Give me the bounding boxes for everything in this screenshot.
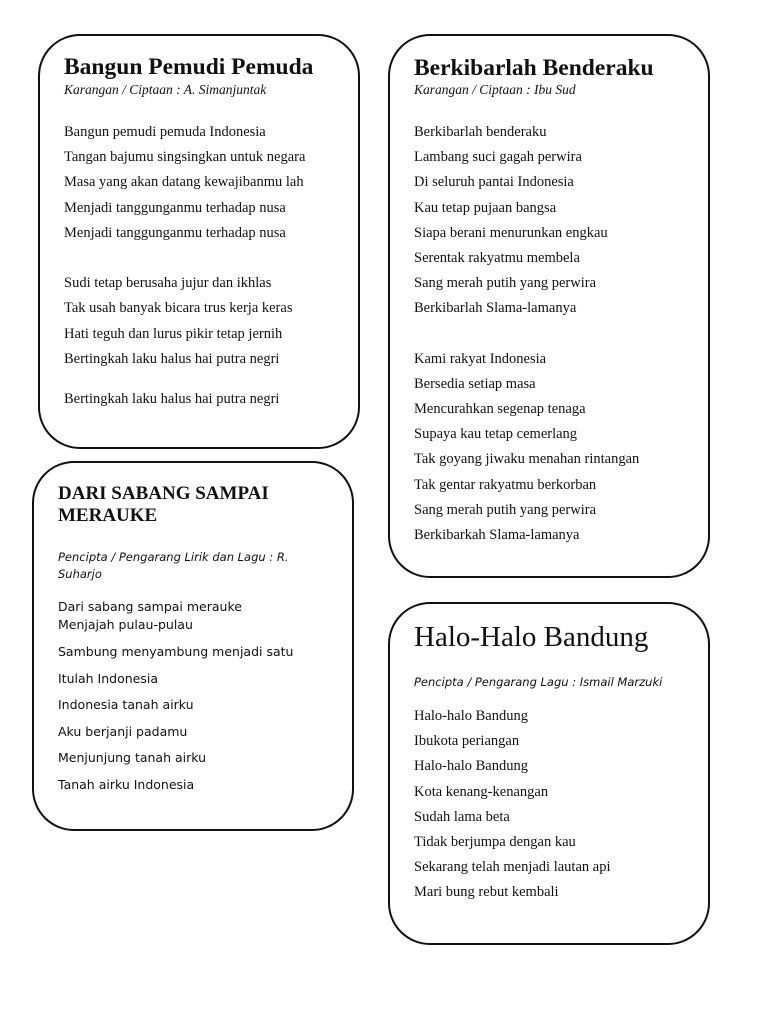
lyric-line: Sang merah putih yang perwira [414,275,597,292]
lyric-line: Berkibarlah benderaku [414,124,547,140]
lyric-line: Kota kenang-kenangan [414,783,549,800]
song-title: Berkibarlah Benderaku [414,55,654,81]
song-credit: Pencipta / Pengarang Lagu : Ismail Marzuki [414,675,663,689]
lyric-line: Supaya kau tetap cemerlang [414,426,578,443]
lyric-line: Tak goyang jiwaku menahan rintangan [414,451,640,468]
lyric-line: Sudah lama beta [414,808,510,825]
lyric-line: Menjunjung tanah airku [58,750,207,765]
lyric-line: Serentak rakyatmu membela [414,249,580,266]
song-credit: Karangan / Ciptaan : A. Simanjuntak [64,82,267,97]
song-card-berkibarlah-benderaku [388,34,710,578]
lyric-line: Sang merah putih yang perwira [414,501,597,518]
lyric-line: Bangun pemudi pemuda Indonesia [64,124,266,140]
lyric-line: Menjajah pulau-pulau [58,617,193,632]
lyric-line: Aku berjanji padamu [58,723,188,739]
lyric-line: Hati teguh dan lurus pikir tetap jernih [64,325,283,342]
lyrics-list [58,598,293,796]
lyric-line: Berkibarkah Slama-lamanya [414,527,580,543]
song-card-bangun-pemudi-pemuda [38,34,360,449]
stanza-break [414,324,639,349]
lyric-line: Bertingkah laku halus hai putra negri [64,350,280,367]
lyrics-list [414,706,610,908]
song-title: Bangun Pemudi Pemuda [64,54,314,80]
lyric-line: Sudi tetap berusaha jujur dan ikhlas [64,275,272,292]
lyric-line: Tak gentar rakyatmu berkorban [414,476,597,493]
song-title: DARI SABANG SAMPAI MERAUKE [58,483,269,526]
stanza-break [64,248,305,273]
song-credit: Pencipta / Pengarang Lirik dan Lagu : R. Suharjo [58,550,289,581]
lyric-line: Tak usah banyak bicara trus kerja keras [64,300,293,317]
lyric-line: Halo-halo Bandung [414,758,528,775]
lyric-line: Itulah Indonesia [58,670,158,686]
lyric-line: Kami rakyat Indonesia [414,350,547,367]
lyric-line: Dari sabang sampai merauke [58,599,242,614]
lyric-line: Indonesia tanah airku [58,697,194,712]
lyric-line: Tangan bajumu singsingkan untuk negara [64,149,306,166]
lyric-line: Halo-halo Bandung [414,708,528,724]
song-credit: Karangan / Ciptaan : Ibu Sud [414,82,576,97]
song-card-halo-halo-bandung [388,602,710,945]
song-card-dari-sabang-sampai-merauke [32,461,354,831]
song-title: Halo-Halo Bandung [414,621,649,653]
lyric-line: Kau tetap pujaan bangsa [414,199,557,216]
lyric-line: Mencurahkan segenap tenaga [414,401,586,418]
lyric-line: Tanah airku Indonesia [58,776,195,792]
lyric-line: Siapa berani menurunkan engkau [414,224,608,241]
lyric-line: Bersedia setiap masa [414,375,536,392]
lyric-line: Sekarang telah menjadi lautan api [414,859,611,876]
lyric-line: Menjadi tanggunganmu terhadap nusa [64,224,286,241]
lyric-line: Sambung menyambung menjadi satu [58,644,294,659]
lyric-line: Lambang suci gagah perwira [414,149,582,166]
lyric-line: Tidak berjumpa dengan kau [414,833,576,850]
lyric-line: Bertingkah laku halus hai putra negri [64,390,280,407]
lyric-line: Menjadi tanggunganmu terhadap nusa [64,199,286,216]
lyrics-list [64,122,305,414]
lyric-line: Ibukota periangan [414,733,520,750]
lyric-line: Mari bung rebut kembali [414,884,559,901]
lyrics-list [414,122,639,550]
lyric-line: Di seluruh pantai Indonesia [414,174,574,191]
lyric-line: Masa yang akan datang kewajibanmu lah [64,174,304,191]
lyric-line: Berkibarlah Slama-lamanya [414,300,577,317]
